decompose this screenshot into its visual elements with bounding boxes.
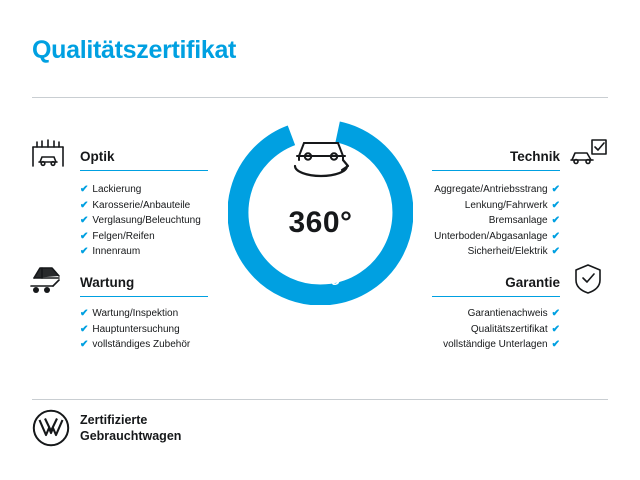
- car-check-icon: [568, 136, 610, 175]
- list-item: [443, 322, 560, 338]
- check-icon: ✔: [80, 230, 89, 242]
- check-icon: ✔: [551, 184, 560, 195]
- section-divider-optik: [80, 170, 208, 171]
- list-item: [443, 306, 560, 322]
- car-wash-icon: [28, 136, 68, 175]
- badge-degrees: 360°: [288, 206, 353, 239]
- list-item-label: Verglasung/Beleuchtung: [92, 215, 201, 226]
- section-divider-technik: [432, 170, 560, 171]
- list-item: [80, 229, 201, 245]
- list-garantie: [443, 306, 560, 353]
- list-item: [80, 337, 190, 353]
- list-item: [80, 306, 190, 322]
- list-item-label: Innenraum: [92, 246, 141, 257]
- section-divider-wartung: [80, 296, 208, 297]
- list-item-label: Hauptuntersuchung: [92, 323, 180, 335]
- footer-text: [80, 412, 181, 444]
- list-item: [80, 244, 201, 260]
- list-item: [443, 337, 560, 353]
- check-icon: ✔: [551, 199, 560, 211]
- title-divider: [32, 97, 608, 98]
- list-item: [434, 244, 560, 260]
- list-item: [434, 182, 560, 198]
- list-item-label: Garantienachweis: [467, 308, 548, 319]
- section-heading-wartung: Wartung: [80, 275, 135, 290]
- list-item-label: Felgen/Reifen: [92, 230, 155, 242]
- list-item-label: Sicherheit/Elektrik: [467, 246, 548, 257]
- list-item: [80, 213, 201, 229]
- check-icon: ✔: [80, 339, 89, 350]
- page-title: Qualitätszertifikat: [32, 36, 237, 64]
- list-item-label: vollständige Unterlagen: [443, 339, 548, 350]
- list-item-label: vollständiges Zubehör: [92, 339, 191, 350]
- list-item-label: Bremsanlage: [488, 215, 548, 226]
- list-item-label: Lackierung: [92, 184, 142, 195]
- check-icon: ✔: [80, 215, 89, 226]
- check-icon: ✔: [551, 246, 560, 257]
- list-optik: [80, 182, 201, 260]
- gebrauchtwagen-check-badge: [228, 120, 413, 305]
- check-icon: ✔: [80, 199, 89, 211]
- list-item: [80, 198, 201, 214]
- list-item-label: Wartung/Inspektion: [92, 308, 179, 319]
- check-icon: ✔: [551, 230, 560, 242]
- list-item-label: Qualitätszertifikat: [470, 323, 548, 335]
- list-item-label: Aggregate/Antriebsstrang: [434, 184, 548, 195]
- footer-line-2: Gebrauchtwagen: [80, 429, 182, 443]
- list-item: [434, 229, 560, 245]
- list-item-label: Unterboden/Abgasanlage: [434, 230, 548, 242]
- check-icon: ✔: [80, 308, 89, 319]
- section-heading-optik: Optik: [80, 149, 115, 164]
- shield-check-icon: [572, 262, 604, 301]
- footer-line-1: Zertifizierte: [80, 413, 148, 427]
- check-icon: ✔: [551, 215, 560, 226]
- check-icon: ✔: [80, 246, 89, 257]
- section-divider-garantie: [432, 296, 560, 297]
- check-icon: ✔: [551, 308, 560, 319]
- check-icon: ✔: [551, 323, 560, 335]
- footer-divider: [32, 399, 608, 400]
- car-lift-icon: [28, 262, 70, 301]
- check-icon: ✔: [80, 184, 89, 195]
- list-item-label: Lenkung/Fahrwerk: [464, 199, 548, 211]
- section-heading-technik: Technik: [509, 149, 560, 164]
- section-heading-garantie: Garantie: [505, 275, 560, 290]
- list-item: [434, 213, 560, 229]
- list-wartung: [80, 306, 190, 353]
- check-icon: ✔: [80, 323, 89, 335]
- vw-logo: [32, 409, 70, 452]
- badge-arc-label: Gebrauchtwagen-Check: [247, 224, 394, 288]
- list-item: [80, 182, 201, 198]
- list-item: [434, 198, 560, 214]
- list-item: [80, 322, 190, 338]
- list-item-label: Karosserie/Anbauteile: [92, 199, 191, 211]
- list-technik: [434, 182, 560, 260]
- check-icon: ✔: [551, 339, 560, 350]
